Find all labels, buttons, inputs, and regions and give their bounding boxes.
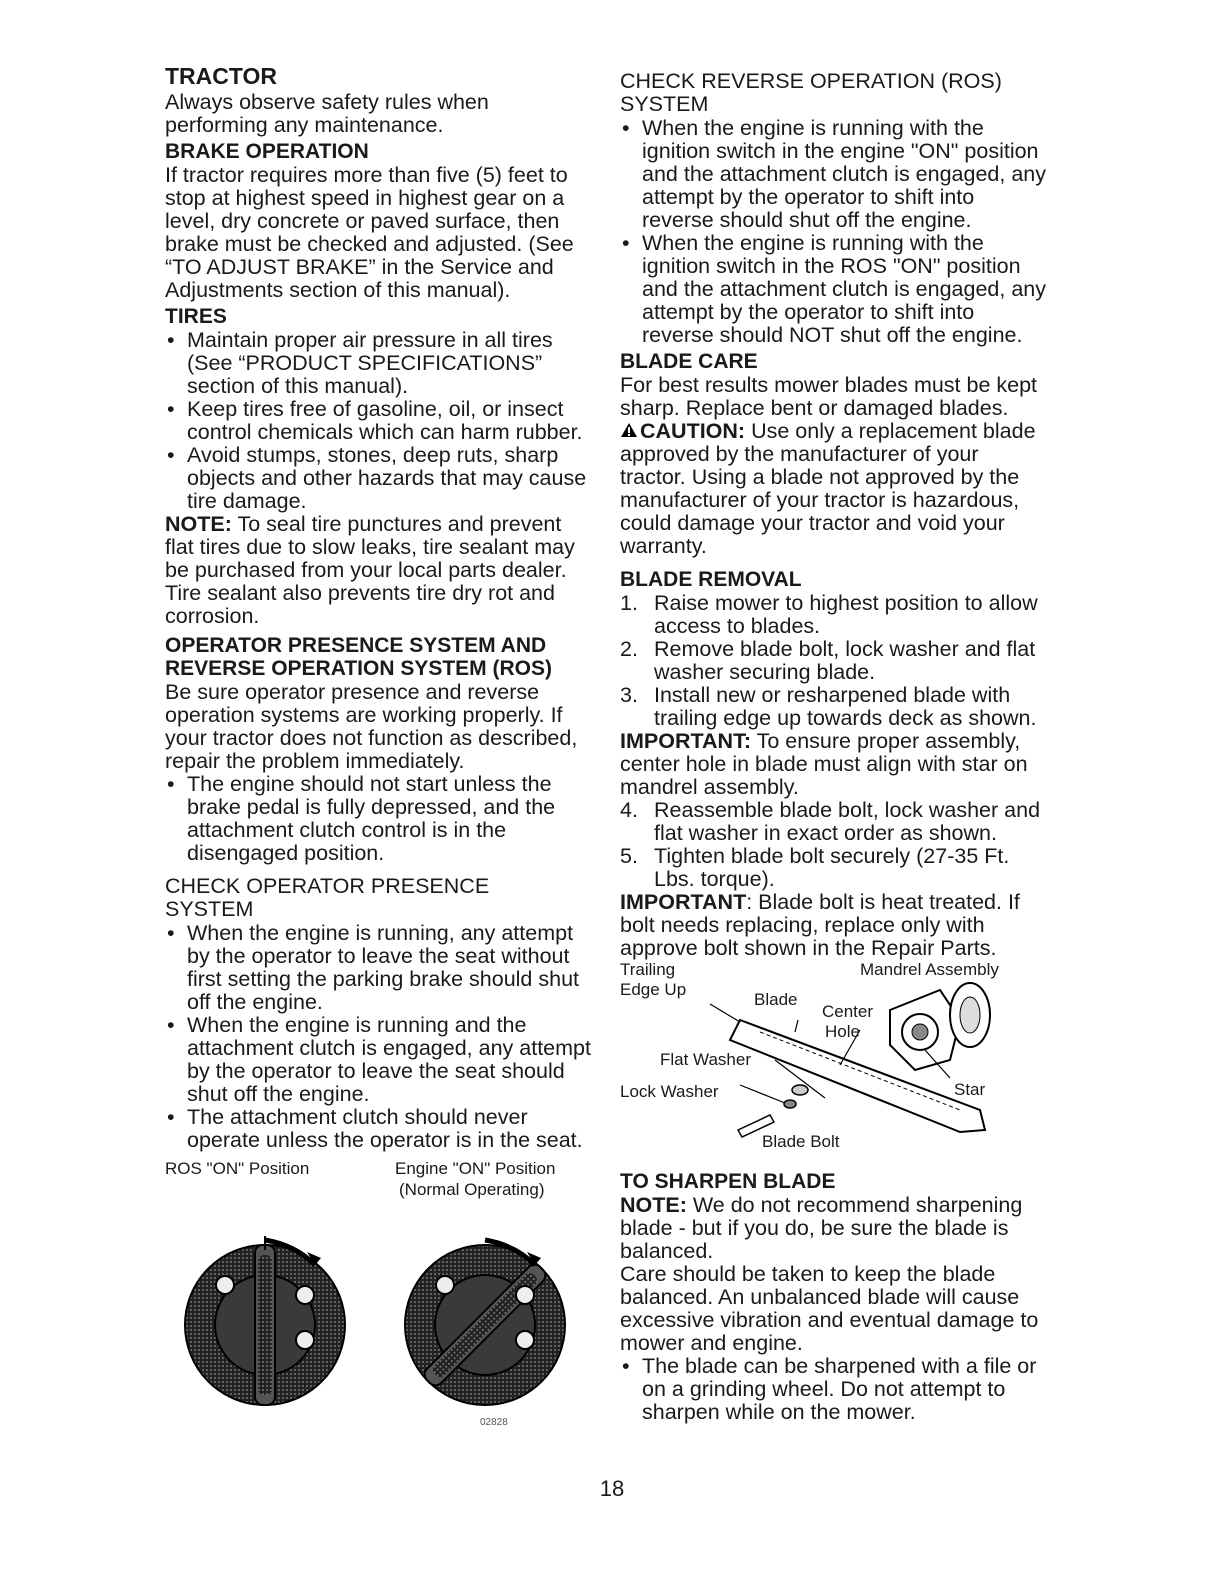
step-number: 3.: [620, 683, 638, 707]
important-text: : Blade bolt is heat treated. If bolt needs replacing, replace only with approve bolt shown in the Repair Parts.: [620, 890, 1020, 960]
warning-triangle-icon: [620, 420, 640, 443]
ops-heading-line1: OPERATOR PRESENCE SYSTEM AND: [165, 634, 547, 657]
ops-heading: [165, 634, 595, 680]
step-number: 4.: [620, 798, 638, 822]
label-trailing: Trailing: [620, 960, 676, 979]
step-text: Tighten blade bolt securely (27-35 Ft. Lbs. torque).: [654, 844, 1010, 891]
page-number: 18: [599, 1476, 625, 1501]
check-ops-heading: [165, 875, 595, 921]
important-label: IMPORTANT: [620, 890, 747, 914]
blade-assembly-figure: [620, 960, 1050, 1160]
engine-on-caption: [381, 1158, 595, 1200]
sharpen-list: [620, 1355, 1050, 1424]
list-item: • When the engine is running and the attachment clutch is engaged, any attempt by the operator to leave the seat should shut off the engine.: [165, 1014, 595, 1106]
step-text: Install new or resharpened blade with trailing edge up towards deck as shown.: [654, 683, 1037, 730]
important-text: To ensure proper assembly, center hole in blade must align with star on mandrel assembly.: [620, 729, 1028, 799]
sharpen-heading: TO SHARPEN BLADE: [620, 1170, 836, 1193]
list-item: • Keep tires free of gasoline, oil, or insect control chemicals which can harm rubber.: [165, 398, 595, 444]
important-note-1: [620, 730, 1050, 799]
blade-care-text: For best results mower blades must be kept sharp. Replace bent or damaged blades.: [620, 373, 1038, 420]
check-ros-heading-line1: CHECK REVERSE OPERATION (ROS): [620, 69, 1002, 93]
ignition-figure-captions: [165, 1158, 595, 1200]
check-ros-heading-line2: SYSTEM: [620, 92, 709, 116]
list-item: • The attachment clutch should never operate unless the operator is in the seat.: [165, 1106, 595, 1152]
list-item: [620, 845, 1050, 891]
brake-operation-heading: BRAKE OPERATION: [165, 140, 369, 163]
right-column: [620, 70, 1050, 1424]
list-item: • The blade can be sharpened with a file or on a grinding wheel. Do not attempt to sharpen while on the mower.: [620, 1355, 1050, 1424]
tires-heading: TIRES: [165, 305, 227, 328]
step-number: 2.: [620, 637, 638, 661]
check-ops-list: [165, 922, 595, 1152]
ops-heading-line2: REVERSE OPERATION SYSTEM (ROS): [165, 657, 552, 680]
ops-text: Be sure operator presence and reverse operation systems are working properly. If your tractor does not function as described, repair the problem immediately.: [165, 680, 578, 773]
caution-paragraph: [620, 420, 1050, 558]
caution-text: Use only a replacement blade approved by the manufacturer of your tractor. Using a blade not approved by the manufacturer of your tractor is hazardous, could damage your tractor and void your warranty.: [620, 419, 1036, 558]
list-item: [620, 638, 1050, 684]
ignition-dial-figure: [165, 1200, 595, 1430]
figure-code: 02828: [480, 1417, 508, 1428]
important-note-2: [620, 891, 1050, 960]
step-number: 1.: [620, 591, 638, 615]
section-title-tractor: TRACTOR: [165, 63, 278, 89]
list-item: [620, 799, 1050, 845]
list-item: • When the engine is running with the ignition switch in the ROS "ON" position and the attachment clutch is engaged, any attempt by the operator to shift into reverse should NOT shut off the engine.: [620, 232, 1050, 347]
tractor-intro: Always observe safety rules when performing any maintenance.: [165, 90, 489, 137]
important-label: IMPORTANT:: [620, 729, 751, 753]
step-text: Remove blade bolt, lock washer and flat washer securing blade.: [654, 637, 1036, 684]
list-item: • When the engine is running with the ignition switch in the engine "ON" position and the attachment clutch is engaged, any attempt by the operator to shift into reverse should shut off the engine.: [620, 117, 1050, 232]
blade-removal-steps-a: [620, 592, 1050, 730]
label-star: Star: [954, 1080, 986, 1099]
ros-dial: [185, 1236, 345, 1405]
check-ros-list: [620, 117, 1050, 347]
step-text: Raise mower to highest position to allow access to blades.: [654, 591, 1038, 638]
engine-on-caption-line2: (Normal Operating): [399, 1180, 545, 1199]
check-ops-heading-line1: CHECK OPERATOR PRESENCE: [165, 874, 490, 898]
engine-on-caption-line1: Engine "ON" Position: [395, 1159, 556, 1178]
label-blade-bolt: Blade Bolt: [762, 1132, 840, 1151]
ignition-dial-svg: [165, 1200, 595, 1430]
tires-list: [165, 329, 595, 513]
note-label: NOTE:: [620, 1193, 687, 1217]
sharpen-note: [620, 1194, 1050, 1263]
note-text: To seal tire punctures and prevent flat tires due to slow leaks, tire sealant may be purchased from your local parts dealer. Tire sealant also prevents tire dry rot and corrosion.: [165, 512, 575, 628]
sharpen-text: Care should be taken to keep the blade balanced. An unbalanced blade will cause excessive vibration and eventual damage to mower and engine.: [620, 1262, 1039, 1355]
ops-list: [165, 773, 595, 865]
ros-on-caption: ROS "ON" Position: [165, 1159, 310, 1178]
mandrel-assembly: [890, 983, 990, 1070]
list-item: • The engine should not start unless the brake pedal is fully depressed, and the attachment clutch control is in the disengaged position.: [165, 773, 595, 865]
brake-operation-text: If tractor requires more than five (5) feet to stop at highest speed in highest gear on a level, dry concrete or paved surface, then brake must be checked and adjusted. (See “TO ADJUST BRAKE” in the Service and Adjustments section of this manual).: [165, 163, 574, 302]
left-column: [165, 62, 595, 1430]
list-item: • Maintain proper air pressure in all tires (See “PRODUCT SPECIFICATIONS” section of this manual).: [165, 329, 595, 398]
check-ops-heading-line2: SYSTEM: [165, 897, 254, 921]
list-item: • Avoid stumps, stones, deep ruts, sharp objects and other hazards that may cause tire damage.: [165, 444, 595, 513]
blade-removal-steps-b: [620, 799, 1050, 891]
step-text: Reassemble blade bolt, lock washer and flat washer in exact order as shown.: [654, 798, 1041, 845]
engine-dial: [405, 1240, 565, 1405]
label-blade: Blade: [754, 990, 798, 1009]
note-text: We do not recommend sharpening blade - but if you do, be sure the blade is balanced.: [620, 1193, 1023, 1263]
caution-label: CAUTION:: [640, 419, 746, 443]
label-hole: Hole: [825, 1022, 860, 1041]
label-mandrel-assembly: Mandrel Assembly: [860, 960, 999, 979]
blade-care-heading: BLADE CARE: [620, 350, 758, 373]
check-ros-heading: [620, 70, 1050, 116]
label-lock-washer: Lock Washer: [620, 1082, 719, 1101]
tires-note: [165, 513, 595, 628]
label-flat-washer: Flat Washer: [660, 1050, 752, 1069]
step-number: 5.: [620, 844, 638, 868]
label-edge-up: Edge Up: [620, 980, 687, 999]
list-item: • When the engine is running, any attempt by the operator to leave the seat without first setting the parking brake should shut off the engine.: [165, 922, 595, 1014]
note-label: NOTE:: [165, 512, 232, 536]
list-item: [620, 684, 1050, 730]
list-item: [620, 592, 1050, 638]
label-center: Center: [822, 1002, 874, 1021]
blade-removal-heading: BLADE REMOVAL: [620, 568, 802, 591]
